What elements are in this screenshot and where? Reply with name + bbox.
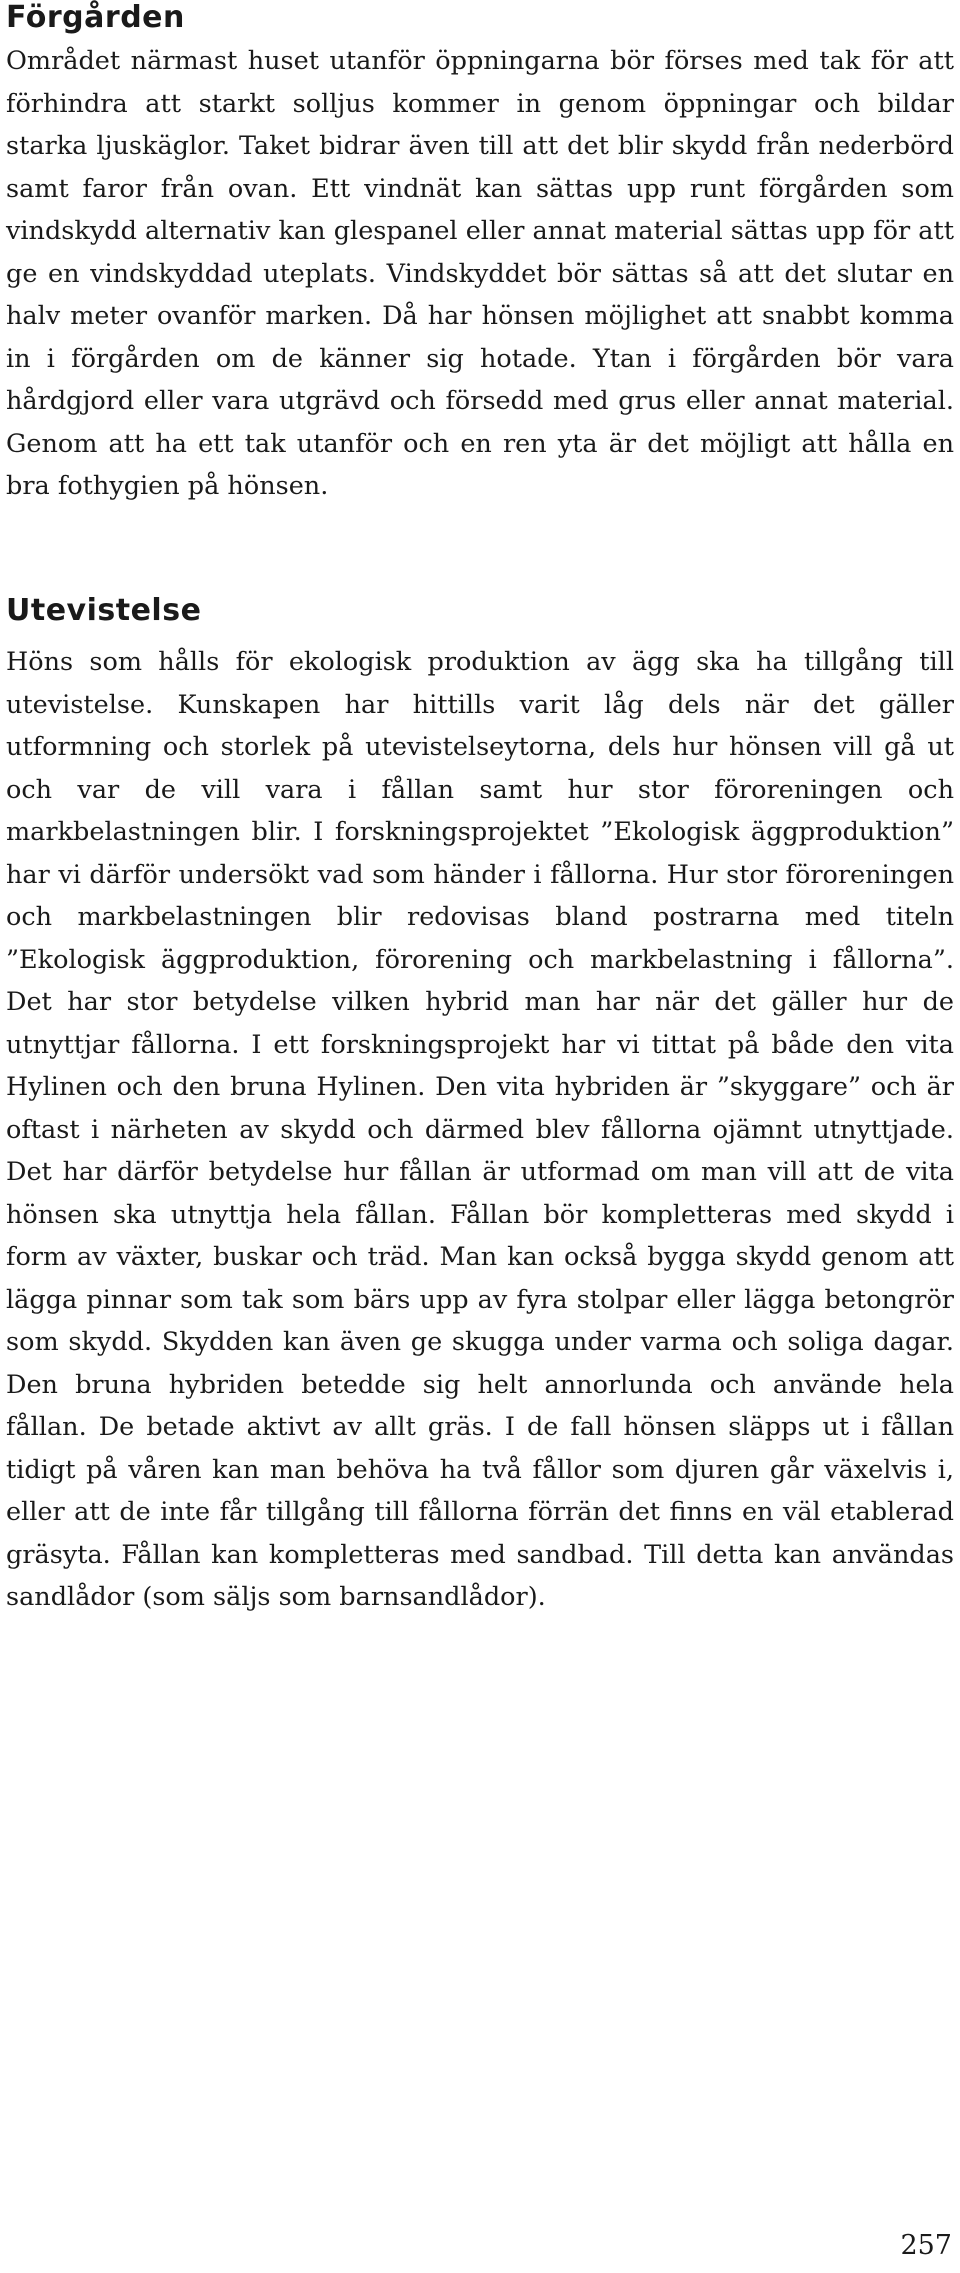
section-heading: Förgården (6, 0, 185, 35)
section-paragraph: Området närmast huset utanför öppningarna bör förses med tak för att förhindra att starkt solljus kommer in genom öppningar och bildar starka ljuskäglor. Taket bidrar även till att det blir skydd från nederbörd samt faror från ovan. Ett vindnät kan sättas upp runt förgården som vindskydd alternativ kan glespanel eller annat material sättas upp för att ge en vindskyddad uteplats. Vindskyddet bör sättas så att det slutar en halv meter ovanför marken. Då har hönsen möjlighet att snabbt komma in i förgården om de känner sig hotade. Ytan i förgården bör vara hårdgjord eller vara utgrävd och försedd med grus eller annat material. Genom att ha ett tak utanför och en ren yta är det möjligt att hålla en bra fothygien på hönsen. (6, 46, 954, 501)
section-paragraph: Höns som hålls för ekologisk produktion av ägg ska ha tillgång till utevistelse. Kunskapen har hittills varit låg dels när det gäller utformning och storlek på utevistelseytorna, dels hur hönsen vill gå ut och var de vill vara i fållan samt hur stor föroreningen och markbelastningen blir. I forskningsprojektet ”Ekologisk äggproduktion” har vi därför undersökt vad som händer i fållorna. Hur stor föroreningen och markbelastningen blir redovisas bland postrarna med titeln ”Ekologisk äggproduktion, förorening och markbelastning i fållorna”. Det har stor betydelse vilken hybrid man har när det gäller hur de utnyttjar fållorna. I ett forskningsprojekt har vi tittat på både den vita Hylinen och den bruna Hylinen. Den vita hybriden är ”skyggare” och är oftast i närheten av skydd och därmed blev fållorna ojämnt utnyttjade. Det har därför betydelse hur fållan är utformad om man vill att de vita hönsen ska utnyttja hela fållan. Fållan bör kompletteras med skydd i form av växter, buskar och träd. Man kan också bygga skydd genom att lägga pinnar som tak som bärs upp av fyra stolpar eller lägga betongrör som skydd. Skydden kan även ge skugga under varma och soliga dagar. Den bruna hybriden betedde sig helt annorlunda och använde hela fållan. De betade aktivt av allt gräs. I de fall hönsen släpps ut i fållan tidigt på våren kan man behöva ha två fållor som djuren går växelvis i, eller att de inte får tillgång till fållorna förrän det finns en väl etablerad gräsyta. Fållan kan kompletteras med sandbad. Till detta kan användas sandlådor (som säljs som barnsandlådor). (6, 647, 954, 1612)
section-utevistelse (6, 593, 954, 1619)
page-number: 257 (900, 2230, 952, 2261)
section-forgarden (6, 0, 954, 508)
section-heading: Utevistelse (6, 593, 202, 628)
